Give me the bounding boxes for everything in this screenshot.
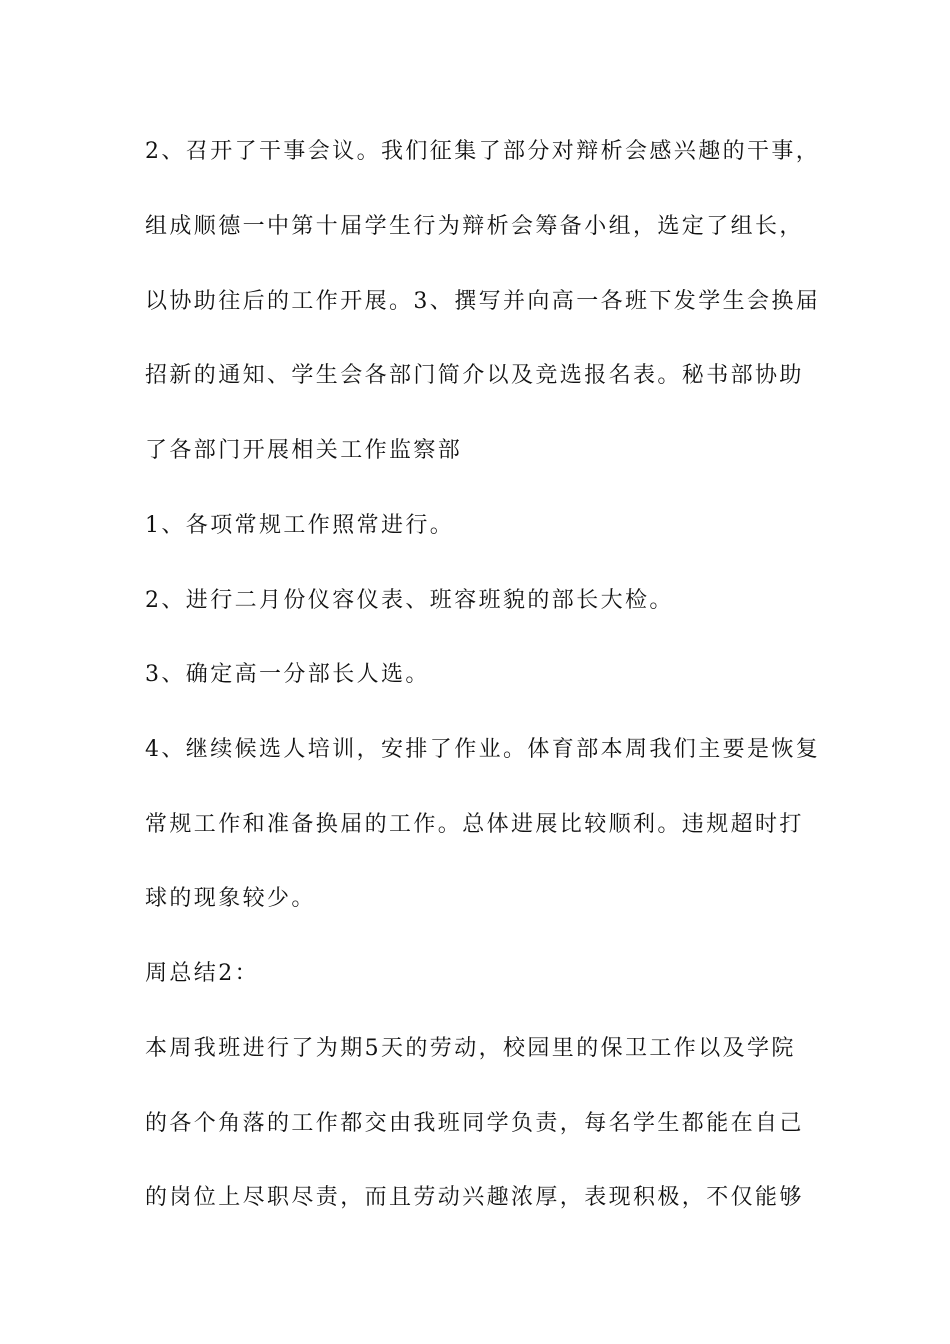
text-line: 的各个角落的工作都交由我班同学负责，每名学生都能在自己 [145,1111,804,1136]
text-line: 了各部门开展相关工作监察部 [145,438,463,463]
list-item: 3、确定高一分部长人选。 [145,662,430,687]
text-line: 球的现象较少。 [145,886,316,911]
text-line: 2、召开了干事会议。我们征集了部分对辩析会感兴趣的干事， [145,139,821,164]
text-line: 的岗位上尽职尽责，而且劳动兴趣浓厚，表现积极，不仅能够 [145,1185,804,1210]
text-line: 组成顺德一中第十届学生行为辩析会筹备小组，选定了组长， [145,214,804,239]
text-line: 常规工作和准备换届的工作。总体进展比较顺利。违规超时打 [145,812,804,837]
list-item: 4、继续候选人培训，安排了作业。体育部本周我们主要是恢复 [145,737,821,762]
list-item: 1、各项常规工作照常进行。 [145,513,455,538]
text-line: 本周我班进行了为期5天的劳动，校园里的保卫工作以及学院 [145,1036,796,1061]
list-item: 2、进行二月份仪容仪表、班容班貌的部长大检。 [145,588,674,613]
section-heading: 周总结2： [145,961,259,986]
text-line: 以协助往后的工作开展。3、撰写并向高一各班下发学生会换届 [145,289,821,314]
text-line: 招新的通知、学生会各部门简介以及竞选报名表。秘书部协助 [145,363,804,388]
